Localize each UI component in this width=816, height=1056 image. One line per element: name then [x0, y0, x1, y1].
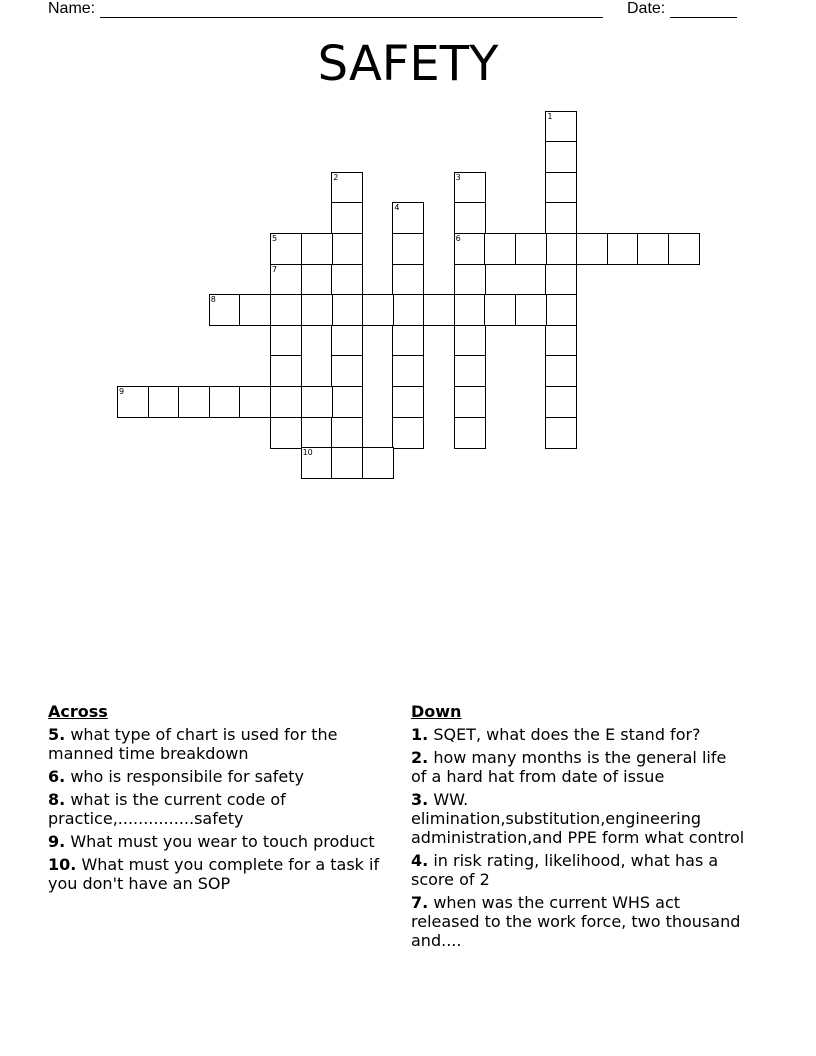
grid-cell[interactable]	[545, 233, 577, 265]
grid-cell[interactable]	[545, 172, 577, 204]
grid-cell[interactable]	[331, 386, 363, 418]
clue-num: 9.	[48, 832, 66, 851]
clue-number: 4	[394, 203, 400, 213]
grid-cell[interactable]	[423, 294, 455, 326]
down-clue	[411, 893, 746, 950]
clue-text: how many months is the general life of a hard hat from date of issue	[411, 748, 727, 786]
grid-cell[interactable]	[454, 386, 486, 418]
clue-number: 5	[272, 234, 278, 243]
grid-cell[interactable]	[545, 141, 577, 173]
grid-cell[interactable]	[209, 294, 241, 326]
across-heading: Across	[48, 702, 108, 721]
grid-cell[interactable]	[117, 386, 149, 418]
across-clue	[48, 725, 398, 763]
grid-cell[interactable]	[392, 386, 424, 418]
grid-cell[interactable]	[545, 294, 577, 326]
grid-cell[interactable]	[392, 202, 424, 234]
grid-cell[interactable]	[301, 386, 333, 418]
clue-number: 6	[455, 234, 461, 243]
grid-cell[interactable]	[392, 417, 424, 449]
grid-cell[interactable]	[454, 294, 486, 326]
grid-cell[interactable]	[331, 355, 363, 387]
grid-cell[interactable]	[392, 264, 424, 296]
clue-text: in risk rating, likelihood, what has a score of 2	[411, 851, 719, 889]
clue-number: 8	[210, 295, 216, 305]
grid-cell[interactable]	[484, 294, 516, 326]
grid-cell[interactable]	[270, 417, 302, 449]
across-clue	[48, 855, 398, 893]
grid-cell[interactable]	[178, 386, 210, 418]
clue-text: who is responsibile for safety	[70, 767, 304, 786]
across-clue	[48, 767, 398, 786]
clue-number: 3	[455, 172, 461, 182]
down-clue	[411, 725, 746, 744]
grid-cell[interactable]	[331, 447, 363, 479]
crossword-grid	[0, 0, 816, 520]
grid-cell[interactable]	[362, 447, 394, 479]
grid-cell[interactable]	[331, 417, 363, 449]
name-label: Name:	[48, 0, 96, 17]
grid-cell[interactable]	[454, 355, 486, 387]
grid-cell[interactable]	[239, 386, 271, 418]
across-clue-list	[48, 725, 398, 893]
grid-cell[interactable]	[484, 233, 516, 265]
grid-cell[interactable]	[454, 417, 486, 449]
grid-cell[interactable]	[301, 447, 333, 479]
date-label: Date:	[627, 0, 666, 17]
grid-cell[interactable]	[545, 325, 577, 357]
grid-cell[interactable]	[545, 264, 577, 296]
grid-cell[interactable]	[545, 355, 577, 387]
clue-num: 7.	[411, 893, 429, 912]
grid-cell[interactable]	[392, 325, 424, 357]
grid-cell[interactable]	[454, 172, 486, 204]
grid-cell[interactable]	[331, 172, 363, 204]
grid-cell[interactable]	[545, 202, 577, 234]
grid-cell[interactable]	[607, 233, 639, 265]
down-clue-list	[411, 725, 746, 950]
grid-cell[interactable]	[331, 294, 363, 326]
clue-num: 1.	[411, 725, 429, 744]
across-clue	[48, 832, 398, 851]
grid-cell[interactable]	[270, 294, 302, 326]
grid-cell[interactable]	[392, 355, 424, 387]
clue-number: 2	[333, 172, 339, 182]
clue-num: 2.	[411, 748, 429, 767]
clue-num: 8.	[48, 790, 66, 809]
grid-cell[interactable]	[637, 233, 669, 265]
grid-cell[interactable]	[270, 386, 302, 418]
page-title: SAFETY	[317, 36, 499, 92]
down-clue	[411, 790, 746, 847]
grid-cell[interactable]	[576, 233, 608, 265]
clue-num: 3.	[411, 790, 429, 809]
clue-number: 7	[272, 264, 278, 274]
clue-text: SQET, what does the E stand for?	[433, 725, 701, 744]
grid-cell[interactable]	[270, 264, 302, 296]
grid-cell[interactable]	[545, 417, 577, 449]
clue-text: What must you complete for a task if you don't have an SOP	[48, 855, 380, 893]
down-clue	[411, 748, 746, 786]
grid-cell[interactable]	[545, 386, 577, 418]
down-heading: Down	[411, 702, 462, 721]
grid-cell[interactable]	[392, 233, 424, 265]
grid-cell[interactable]	[148, 386, 180, 418]
clue-text: WW. elimination,substitution,engineering administration,and PPE form what control	[411, 790, 745, 847]
grid-cell[interactable]	[331, 264, 363, 296]
grid-cell[interactable]	[270, 325, 302, 357]
clue-text: what is the current code of practice,...............safety	[48, 790, 286, 828]
grid-cell[interactable]	[301, 233, 333, 265]
clue-text: when was the current WHS act released to the work force, two thousand and....	[411, 893, 741, 950]
grid-cell[interactable]	[301, 294, 333, 326]
clue-num: 10.	[48, 855, 77, 874]
clue-num: 4.	[411, 851, 429, 870]
down-clue	[411, 851, 746, 889]
grid-cell[interactable]	[515, 233, 547, 265]
grid-cell[interactable]	[454, 202, 486, 234]
clue-number: 1	[547, 111, 553, 121]
grid-cell[interactable]	[392, 294, 424, 326]
clue-num: 6.	[48, 767, 66, 786]
grid-cell[interactable]	[668, 233, 700, 265]
grid-cell[interactable]	[270, 233, 302, 265]
grid-cell[interactable]	[209, 386, 241, 418]
down-clues	[411, 702, 746, 954]
grid-cell[interactable]	[239, 294, 271, 326]
across-clue	[48, 790, 398, 828]
grid-cell[interactable]	[454, 325, 486, 357]
grid-cell[interactable]	[331, 233, 363, 265]
grid-cell[interactable]	[454, 233, 486, 265]
clue-number: 10	[302, 448, 313, 458]
grid-cell[interactable]	[515, 294, 547, 326]
grid-cell[interactable]	[454, 264, 486, 296]
grid-cell[interactable]	[331, 325, 363, 357]
grid-cell[interactable]	[331, 202, 363, 234]
grid-cell[interactable]	[545, 111, 577, 143]
clue-num: 5.	[48, 725, 66, 744]
across-clues	[48, 702, 398, 897]
clue-text: what type of chart is used for the manned time breakdown	[48, 725, 338, 763]
grid-cell[interactable]	[270, 355, 302, 387]
clue-number: 9	[119, 387, 125, 396]
clue-text: What must you wear to touch product	[70, 832, 375, 851]
grid-cell[interactable]	[362, 294, 394, 326]
